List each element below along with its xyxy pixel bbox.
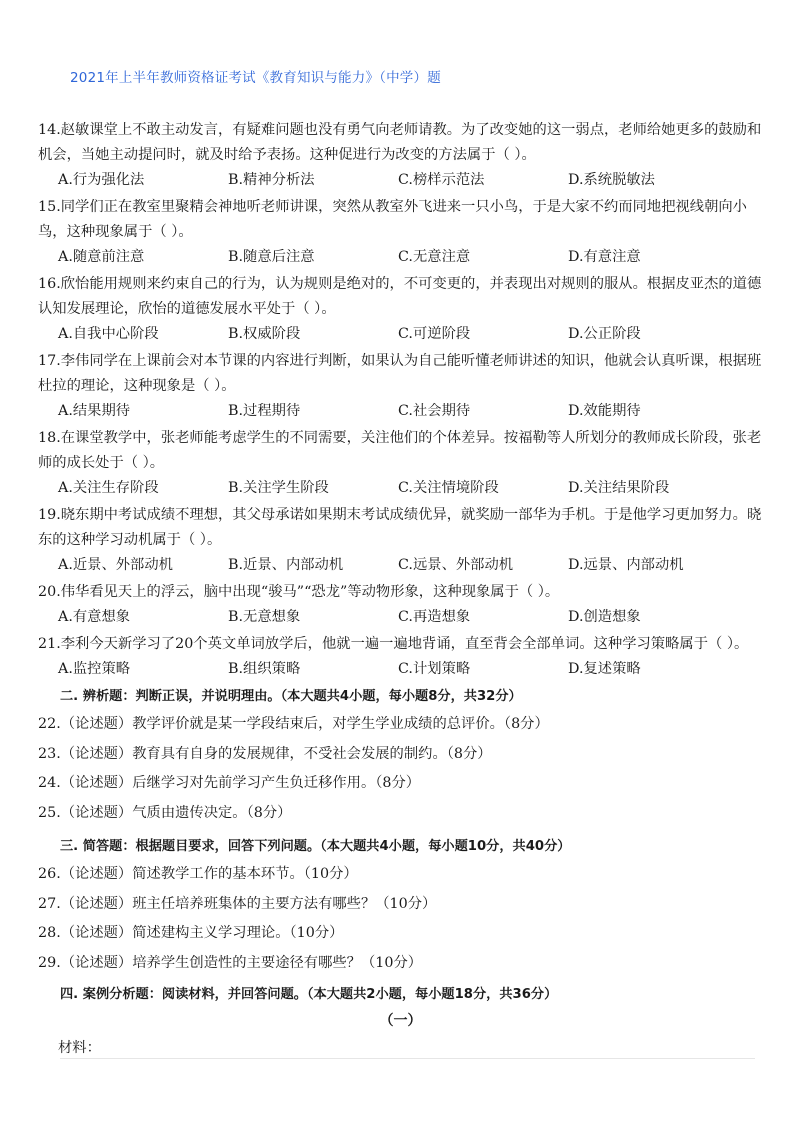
question-20 [38, 580, 763, 632]
option-c: C.关注情境阶段 [398, 480, 499, 496]
option-b: B.组织策略 [228, 661, 301, 677]
option-b: B.权威阶段 [228, 326, 301, 342]
option-a: A.随意前注意 [58, 249, 145, 265]
option-d: D.公正阶段 [568, 326, 641, 342]
option-b: B.过程期待 [228, 403, 301, 419]
option-b: B.无意想象 [228, 609, 301, 625]
option-a: A.结果期待 [58, 403, 131, 419]
option-b: B.精神分析法 [228, 172, 315, 188]
option-c: C.无意注意 [398, 249, 471, 265]
option-b: B.随意后注意 [228, 249, 315, 265]
question-stem: 20.伟华看见天上的浮云，脑中出现“骏马”“恐龙”等动物形象，这种现象属于（ ）。 [38, 584, 560, 600]
case-part-heading: （一） [379, 1013, 422, 1029]
section-4-title: 四. 案例分析题：阅读材料，并回答问题。（本大题共2小题，每小题18分，共36分） [60, 987, 558, 1002]
question-26: 26.（论述题）简述教学工作的基本环节。（10分） [38, 866, 358, 882]
question-18 [38, 426, 763, 503]
option-a: A.行为强化法 [58, 172, 145, 188]
question-stem: 14.赵敏课堂上不敢主动发言，有疑难问题也没有勇气向老师请教。为了改变她的这一弱点，老师给她更多的鼓励和机会，当她主动提问时，就及时给予表扬。这种促进行为改变的方法属于（ ）。 [38, 122, 762, 163]
material-label: 材料： [58, 1040, 101, 1056]
option-d: D.创造想象 [568, 609, 641, 625]
question-15 [38, 195, 763, 272]
exam-content [38, 118, 763, 1062]
option-b: B.关注学生阶段 [228, 480, 329, 496]
option-c: C.榜样示范法 [398, 172, 485, 188]
option-a: A.监控策略 [58, 661, 131, 677]
option-c: C.可逆阶段 [398, 326, 471, 342]
question-options [58, 476, 763, 503]
question-stem: 15.同学们正在教室里聚精会神地听老师讲课，突然从教室外飞进来一只小鸟，于是大家不约而同地把视线朝向小鸟，这种现象属于（ ）。 [38, 199, 747, 240]
option-c: C.再造想象 [398, 609, 471, 625]
question-19 [38, 503, 763, 580]
question-stem: 18.在课堂教学中，张老师能考虑学生的不同需要，关注他们的个体差异。按福勒等人所划分的教师成长阶段，张老师的成长处于（ ）。 [38, 430, 762, 471]
question-options [58, 657, 763, 684]
question-16 [38, 272, 763, 349]
option-d: D.远景、内部动机 [568, 557, 684, 573]
question-28: 28.（论述题）简述建构主义学习理论。（10分） [38, 925, 344, 941]
question-14 [38, 118, 763, 195]
option-c: C.社会期待 [398, 403, 471, 419]
option-d: D.有意注意 [568, 249, 641, 265]
question-23: 23.（论述题）教育具有自身的发展规律，不受社会发展的制约。（8分） [38, 745, 492, 762]
question-22: 22.（论述题）教学评价就是某一学段结束后，对学生学业成绩的总评价。（8分） [38, 716, 549, 732]
option-d: D.关注结果阶段 [568, 480, 670, 496]
question-24: 24.（论述题）后继学习对先前学习产生负迁移作用。（8分） [38, 775, 421, 791]
question-options [58, 322, 763, 349]
option-a: A.关注生存阶段 [58, 480, 159, 496]
question-stem: 21.李利今天新学习了20个英文单词放学后，他就一遍一遍地背诵，直至背会全部单词。这种学习策略属于（ ）。 [38, 636, 749, 652]
option-c: C.远景、外部动机 [398, 557, 514, 573]
question-options [58, 605, 763, 632]
option-d: D.系统脱敏法 [568, 172, 655, 188]
option-d: D.效能期待 [568, 403, 641, 419]
option-a: A.有意想象 [58, 609, 131, 625]
document-header: 2021年上半年教师资格证考试《教育知识与能力》（中学）题 [70, 70, 441, 86]
question-options [58, 399, 763, 426]
question-options [58, 245, 763, 272]
question-options [58, 168, 763, 195]
section-3-title: 三. 简答题：根据题目要求，回答下列问题。（本大题共4小题，每小题10分，共40分） [60, 839, 571, 854]
question-stem: 19.晓东期中考试成绩不理想，其父母承诺如果期末考试成绩优异，就奖励一部华为手机。于是他学习更加努力。晓东的这种学习动机属于（ ）。 [38, 507, 762, 548]
option-c: C.计划策略 [398, 661, 471, 677]
page-divider [60, 1058, 755, 1059]
question-25: 25.（论述题）气质由遗传决定。（8分） [38, 804, 292, 821]
option-a: A.自我中心阶段 [58, 326, 159, 342]
section-2-title: 二. 辨析题：判断正误，并说明理由。（本大题共4小题，每小题8分，共32分） [60, 689, 522, 704]
question-options [58, 553, 763, 580]
option-d: D.复述策略 [568, 661, 641, 677]
question-27: 27.（论述题）班主任培养班集体的主要方法有哪些？（10分） [38, 895, 437, 912]
question-29: 29.（论述题）培养学生创造性的主要途径有哪些？（10分） [38, 954, 423, 971]
option-a: A.近景、外部动机 [58, 557, 173, 573]
option-b: B.近景、内部动机 [228, 557, 344, 573]
question-17 [38, 349, 763, 426]
question-stem: 16.欣怡能用规则来约束自己的行为，认为规则是绝对的，不可变更的，并表现出对规则的服从。根据皮亚杰的道德认知发展理论，欣怡的道德发展水平处于（ ）。 [38, 276, 762, 317]
question-21 [38, 632, 763, 684]
question-stem: 17.李伟同学在上课前会对本节课的内容进行判断，如果认为自己能听懂老师讲述的知识，他就会认真听课，根据班杜拉的理论，这种现象是（ ）。 [38, 353, 762, 394]
